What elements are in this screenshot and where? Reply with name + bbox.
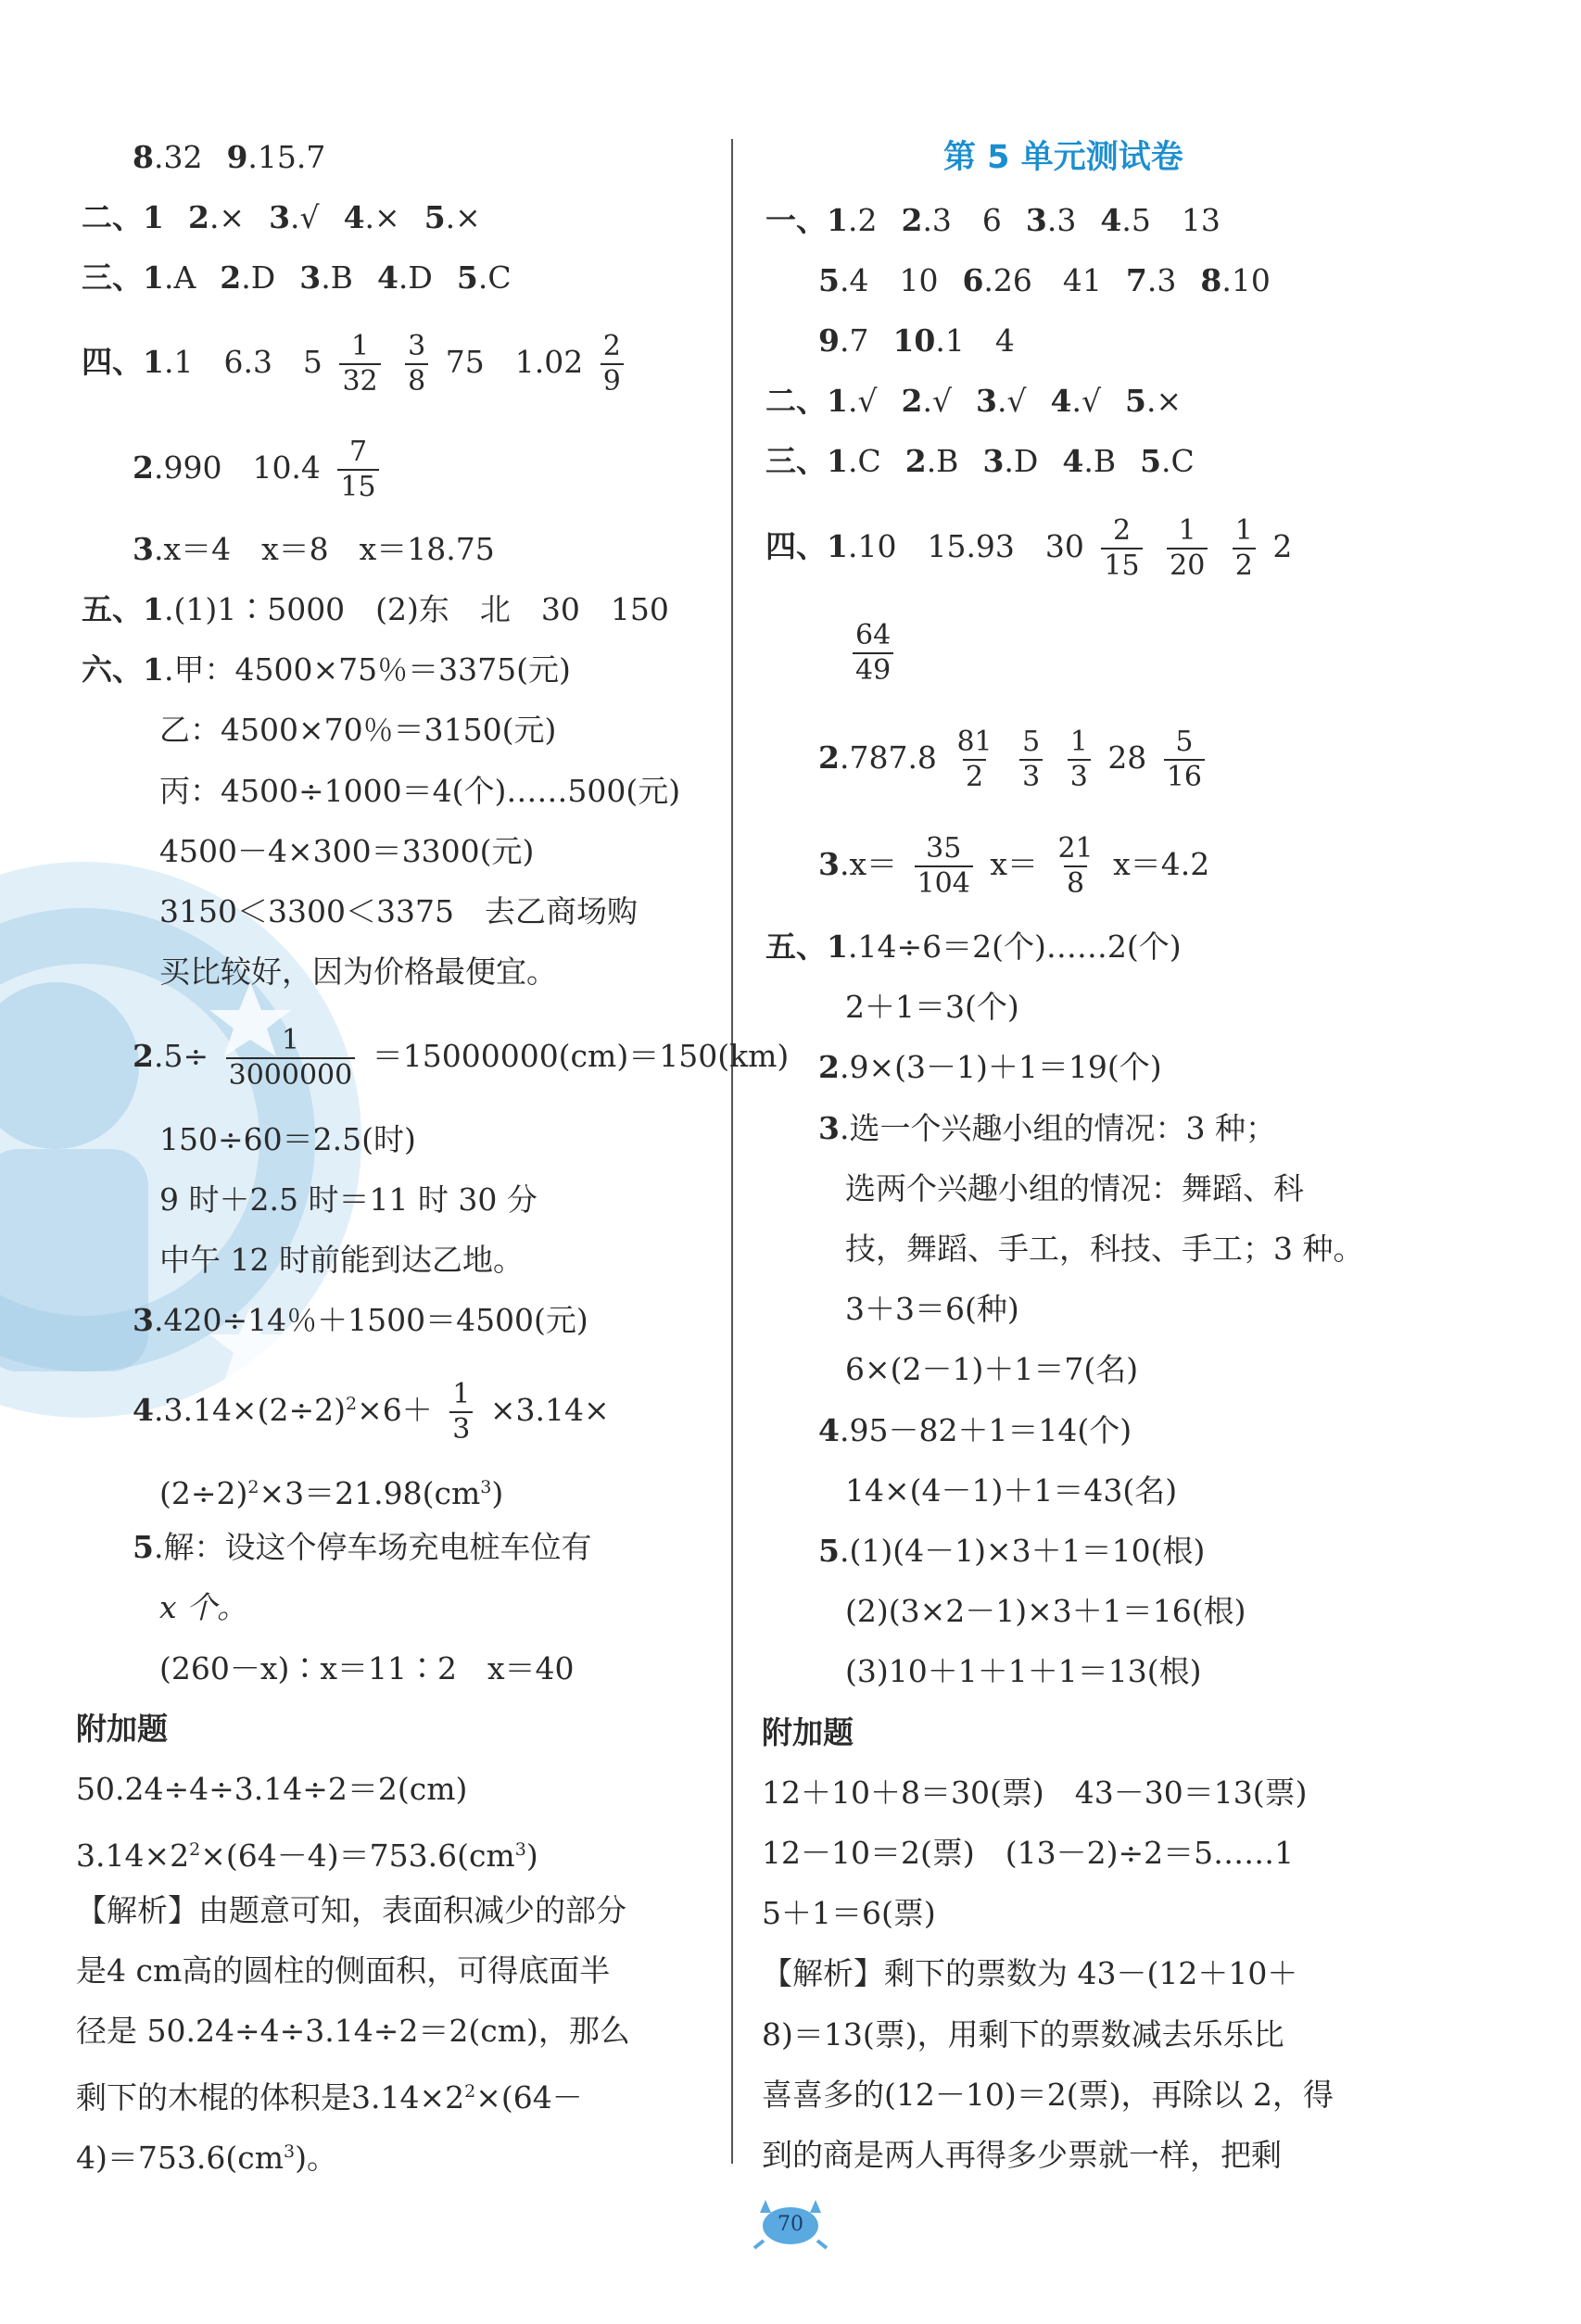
fraction: $\frac{1}{3}$ [449,1378,473,1446]
answer-line: $3.14\times 2^2\times(64-4)=753.6(cm^3)$ [76,1838,538,1874]
answer-line: 12＋10＋8＝30(票) 43－30＝13(票) [762,1775,1308,1811]
answer-line: $(2\div 2)^2\times 3=21.98(cm^3)$ [159,1475,504,1511]
answer-line: 9 时＋2.5 时＝11 时 30 分 [159,1181,538,1218]
answer-line: 2＋1＝3(个) [845,989,1019,1025]
answer-line: 三、1.A 2.D 3.B 4.D 5.C [82,259,512,296]
analysis-line: 8)＝13(票)，用剩下的票数减去乐乐比 [762,2016,1284,2052]
fraction: $\frac{7}{15}$ [337,436,378,504]
answer-line: 5.4 10 6.26 41 7.3 8.10 [818,262,1271,298]
answer-line: 2.5÷ $\frac{1}{3000000}$ ＝15000000(cm)＝150(km) [133,1024,790,1092]
answer-line: 2.787.8 $\frac{81}{2}$ $\frac{5}{3}$ $\frac{1}{3}$ 28 $\frac{5}{16}$ [818,716,1212,800]
answer-line: 五、1.14÷6＝2(个)……2(个) [765,928,1182,965]
analysis-line: 【解析】由题意可知，表面积减少的部分 [76,1892,626,1928]
answer-line: 6×(2－1)＋1＝7(名) [845,1351,1139,1387]
answer-line: 二、1.√ 2.√ 3.√ 4.√ 5.× [765,383,1183,419]
answer-line: (2)(3×2－1)×3＋1＝16(根) [845,1593,1246,1629]
analysis-line: $4)=753.6(cm^3)$。 [76,2140,337,2176]
answer-line: 4.95－82＋1＝14(个) [818,1412,1132,1448]
fraction: $\frac{35}{104}$ [915,832,973,901]
answer-line: 12－10＝2(票) (13－2)÷2＝5……1 [762,1835,1295,1871]
analysis-line: 剩下的木棍的体积是$3.14\times 2^2\times(64-$ [76,2079,583,2116]
answer-line: 5.(1)(4－1)×3＋1＝10(根) [818,1533,1206,1569]
answer-line: 选两个兴趣小组的情况：舞蹈、科 [845,1170,1304,1206]
answer-line: 5＋1＝6(票) [762,1895,936,1931]
answer-line: 五、1.(1)1∶5000 (2)东 北 30 150 [82,591,669,627]
answer-line: x 个。 [159,1589,248,1625]
answer-line: 3150＜3300＜3375 去乙商场购 [159,893,638,929]
fraction: $\frac{1}{32}$ [339,330,380,398]
fraction: $\frac{3}{8}$ [405,330,428,398]
section-title: 第 5 单元测试卷 [943,139,1183,176]
answer-line: 3.x＝ $\frac{35}{104}$ x＝ $\frac{21}{8}$ x＝4.2 [818,832,1210,900]
answer-line: 8.32 9.15.7 [133,139,326,175]
page-number-badge [753,2194,828,2250]
answer-line: 二、1 2.× 3.√ 4.× 5.× [82,199,481,235]
answer-line: 技，舞蹈、手工，科技、手工；3 种。 [845,1231,1364,1267]
analysis-line: 径是 50.24÷4÷3.14÷2＝2(cm)，那么 [76,2013,630,2049]
answer-line: 5.解：设这个停车场充电桩车位有 [133,1529,592,1565]
fraction: $\frac{81}{2}$ [956,726,993,793]
answer-line: 一、1.2 2.3 6 3.3 4.5 13 [765,202,1221,238]
fraction: $\frac{2}{15}$ [1101,514,1142,583]
fraction: $\frac{21}{8}$ [1057,832,1094,900]
answer-line: 4500－4×300＝3300(元) [159,833,535,869]
analysis-line: 【解析】剩下的票数为 43－(12＋10＋ [762,1955,1298,1991]
extra-title: 附加题 [762,1714,854,1750]
page-number: 70 [778,2213,803,2236]
fraction: $\frac{5}{3}$ [1019,726,1043,794]
answer-line: 150÷60＝2.5(时) [159,1121,416,1157]
extra-title: 附加题 [76,1711,168,1747]
answer-line: 四、1.1 6.3 5 $\frac{1}{32}$ $\frac{3}{8}$ 75 1.02 $\frac{2}{9}$ [82,321,631,404]
answer-line: $4.3.14\times(2\div 2)^2\times 6+$ $\frac{1}{3}$ ×3.14× [133,1378,610,1446]
fraction: $\frac{1}{3000000}$ [226,1024,356,1093]
answer-line: 3＋3＝6(种) [845,1291,1019,1327]
analysis-line: 喜喜多的(12－10)＝2(票)，再除以 2，得 [762,2077,1334,2113]
answer-line: (3)10＋1＋1＋1＝13(根) [845,1653,1202,1689]
answer-line: 14×(4－1)＋1＝43(名) [845,1472,1178,1509]
answer-line: 9.7 10.1 4 [818,322,1015,359]
answer-line: 四、1.10 15.93 30 $\frac{2}{15}$ $\frac{1}{20}$ $\frac{1}{2}$ 2 [765,514,1293,582]
fraction: $\frac{2}{9}$ [601,330,624,398]
answer-line: 三、1.C 2.B 3.D 4.B 5.C [765,443,1195,479]
answer-line: 乙：4500×70％＝3150(元) [159,712,557,748]
answer-line: 丙：4500÷1000＝4(个)……500(元) [159,773,681,809]
analysis-line: 是4 cm高的圆柱的侧面积，可得底面半 [76,1952,611,1989]
answer-line: 中午 12 时前能到达乙地。 [159,1242,524,1278]
fraction: $\frac{1}{3}$ [1068,726,1091,794]
fraction: $\frac{64}{49}$ [853,619,893,688]
fraction: $\frac{1}{2}$ [1233,514,1256,583]
answer-line: 50.24÷4÷3.14÷2＝2(cm) [76,1771,468,1807]
column-divider [731,139,733,2164]
answer-line: 3.x＝4 x＝8 x＝18.75 [133,531,495,567]
fraction: $\frac{5}{16}$ [1164,726,1205,794]
answer-line: 买比较好，因为价格最便宜。 [159,954,557,990]
answer-line: 六、1.甲：4500×75％＝3375(元) [82,651,571,688]
answer-line: 3.选一个兴趣小组的情况：3 种； [818,1110,1276,1146]
analysis-line: 到的商是两人再得多少票就一样，把剩 [762,2137,1282,2173]
answer-line: 2.9×(3－1)＋1＝19(个) [818,1049,1162,1085]
answer-line [845,610,901,693]
answer-line: 2.990 10.4 $\frac{7}{15}$ [133,426,386,510]
fraction: $\frac{1}{20}$ [1167,514,1208,583]
answer-line: 3.420÷14％＋1500＝4500(元) [133,1302,588,1338]
answer-line: (260－x)∶x＝11∶2 x＝40 [159,1650,575,1686]
